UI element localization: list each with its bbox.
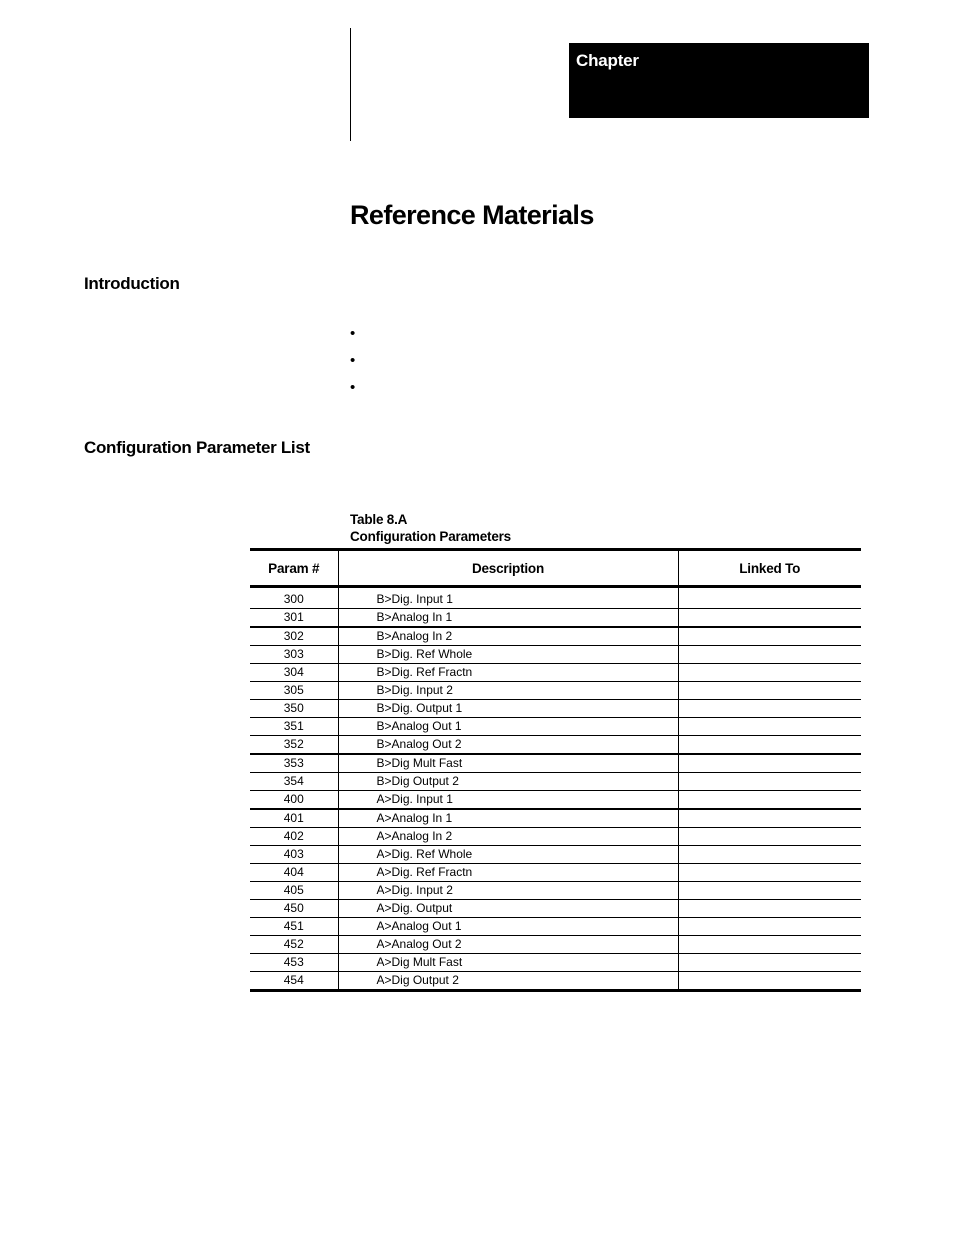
linked-to-cell xyxy=(678,972,861,991)
linked-to-cell xyxy=(678,791,861,810)
description-cell: B>Dig Mult Fast xyxy=(338,754,678,773)
linked-to-cell xyxy=(678,700,861,718)
param-cell: 450 xyxy=(250,900,338,918)
param-cell: 454 xyxy=(283,973,304,987)
param-cell: 302 xyxy=(250,627,338,646)
chapter-label: Chapter xyxy=(576,51,639,70)
param-cell: 351 xyxy=(250,718,338,736)
table-row xyxy=(250,718,861,736)
linked-to-cell xyxy=(678,736,861,755)
param-cell: 404 xyxy=(250,864,338,882)
linked-to-cell xyxy=(678,646,861,664)
param-cell: 305 xyxy=(250,682,338,700)
param-cell: 300 xyxy=(250,587,338,609)
description-cell: A>Dig Mult Fast xyxy=(338,954,678,972)
table-row xyxy=(250,864,861,882)
table-row xyxy=(250,954,861,972)
description-cell: A>Analog Out 2 xyxy=(338,936,678,954)
header-linked-to: Linked To xyxy=(678,550,861,587)
description-cell: B>Dig Output 2 xyxy=(338,773,678,791)
description-cell: B>Dig. Input 1 xyxy=(338,587,678,609)
description-cell: A>Analog In 2 xyxy=(338,828,678,846)
param-cell: 405 xyxy=(250,882,338,900)
table-row xyxy=(250,754,861,773)
linked-to-cell xyxy=(678,828,861,846)
table-row xyxy=(250,682,861,700)
param-cell: 451 xyxy=(250,918,338,936)
param-cell: 353 xyxy=(250,754,338,773)
chapter-divider-rule xyxy=(350,28,351,141)
linked-to-cell xyxy=(678,936,861,954)
linked-to-cell xyxy=(678,773,861,791)
linked-to-cell xyxy=(678,846,861,864)
table-row xyxy=(250,918,861,936)
linked-to-cell xyxy=(678,609,861,628)
param-cell: 401 xyxy=(250,809,338,828)
table-row xyxy=(250,900,861,918)
description-cell: A>Dig. Input 2 xyxy=(338,882,678,900)
linked-to-cell xyxy=(678,664,861,682)
linked-to-cell xyxy=(678,900,861,918)
description-cell: B>Dig. Output 1 xyxy=(338,700,678,718)
description-cell: A>Dig. Input 1 xyxy=(338,791,678,810)
description-cell: A>Dig. Ref Whole xyxy=(338,846,678,864)
intro-bullet-1: • xyxy=(350,325,356,342)
description-cell: B>Dig. Ref Fractn xyxy=(338,664,678,682)
intro-bullet-2: • xyxy=(350,352,356,369)
param-cell: 403 xyxy=(250,846,338,864)
table-row xyxy=(250,664,861,682)
param-cell: 303 xyxy=(250,646,338,664)
table-row xyxy=(250,846,861,864)
configuration-parameters-table xyxy=(250,548,861,992)
param-cell: 350 xyxy=(250,700,338,718)
table-row xyxy=(250,791,861,810)
description-cell: B>Analog In 2 xyxy=(338,627,678,646)
linked-to-cell xyxy=(678,809,861,828)
description-cell: B>Analog In 1 xyxy=(338,609,678,628)
table-row xyxy=(250,627,861,646)
linked-to-cell xyxy=(678,682,861,700)
description-cell: B>Dig. Input 2 xyxy=(338,682,678,700)
table-number: Table 8.A xyxy=(350,512,408,527)
header-param: Param # xyxy=(250,550,338,587)
param-cell: 453 xyxy=(250,954,338,972)
description-cell: A>Analog Out 1 xyxy=(338,918,678,936)
introduction-heading: Introduction xyxy=(84,274,180,293)
param-cell: 452 xyxy=(250,936,338,954)
page-title: Reference Materials xyxy=(350,200,594,230)
table-row xyxy=(250,646,861,664)
linked-to-cell xyxy=(678,864,861,882)
param-cell: 402 xyxy=(250,828,338,846)
linked-to-cell xyxy=(678,627,861,646)
param-cell: 352 xyxy=(250,736,338,755)
table-row xyxy=(250,773,861,791)
param-cell: 354 xyxy=(250,773,338,791)
linked-to-cell xyxy=(678,718,861,736)
table-row xyxy=(250,828,861,846)
config-parameter-list-heading: Configuration Parameter List xyxy=(84,438,310,457)
chapter-tab xyxy=(569,43,869,118)
description-cell: B>Analog Out 2 xyxy=(338,736,678,755)
header-description: Description xyxy=(338,550,678,587)
linked-to-cell xyxy=(678,918,861,936)
table-caption xyxy=(350,511,511,545)
table-title: Configuration Parameters xyxy=(350,529,511,544)
table-row xyxy=(250,882,861,900)
table-row xyxy=(250,609,861,628)
table-row xyxy=(250,587,861,609)
description-cell: A>Dig. Ref Fractn xyxy=(338,864,678,882)
param-cell: 400 xyxy=(250,791,338,810)
linked-to-cell xyxy=(678,587,861,609)
table-row xyxy=(250,972,861,991)
table-row xyxy=(250,736,861,755)
description-cell: B>Analog Out 1 xyxy=(338,718,678,736)
table-row xyxy=(250,700,861,718)
description-cell: A>Analog In 1 xyxy=(338,809,678,828)
linked-to-cell xyxy=(678,882,861,900)
description-cell: A>Dig Output 2 xyxy=(338,972,678,991)
intro-bullet-3: • xyxy=(350,379,356,396)
description-cell: B>Dig. Ref Whole xyxy=(338,646,678,664)
param-cell: 304 xyxy=(250,664,338,682)
linked-to-cell xyxy=(678,954,861,972)
description-cell: A>Dig. Output xyxy=(338,900,678,918)
param-cell: 301 xyxy=(250,609,338,628)
table-row xyxy=(250,809,861,828)
linked-to-cell xyxy=(678,754,861,773)
table-header-row xyxy=(250,550,861,587)
table-row xyxy=(250,936,861,954)
